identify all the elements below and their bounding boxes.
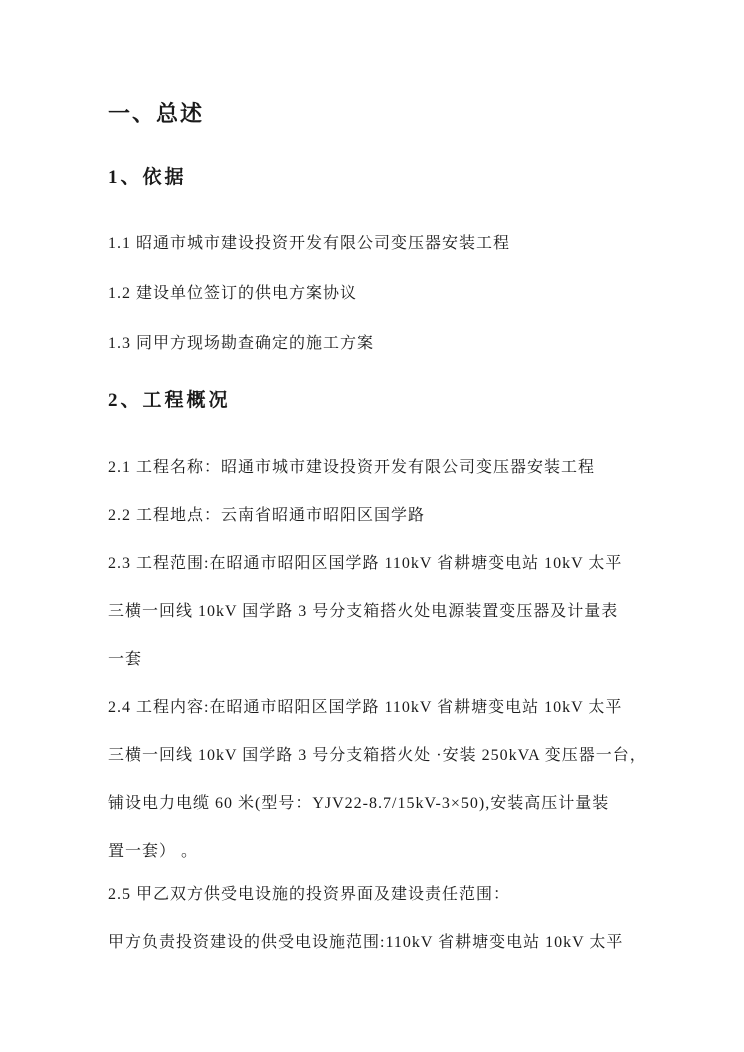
- doc-line-2-1: 2.1 工程名称：昭通市城市建设投资开发有限公司变压器安装工程: [108, 459, 596, 476]
- doc-line-2-4c: 铺设电力电缆 60 米(型号：YJV22-8.7/15kV-3×50),安装高压计量装: [108, 795, 610, 812]
- doc-line-1-1: 1.1 昭通市城市建设投资开发有限公司变压器安装工程: [108, 235, 511, 252]
- section-2-heading: 2、工程概况: [108, 390, 231, 411]
- doc-line-2-5-detail: 甲方负责投资建设的供受电设施范围:110kV 省耕塘变电站 10kV 太平: [108, 934, 624, 951]
- main-heading: 一、总述: [108, 101, 205, 126]
- doc-line-2-5: 2.5 甲乙双方供受电设施的投资界面及建设责任范围：: [108, 886, 511, 903]
- doc-line-2-4b: 三横一回线 10kV 国学路 3 号分支箱搭火处 ·安装 250kVA 变压器一台，: [108, 747, 647, 764]
- doc-line-2-3c: 一套: [108, 651, 143, 668]
- doc-line-2-3a: 2.3 工程范围:在昭通市昭阳区国学路 110kV 省耕塘变电站 10kV 太平: [108, 555, 623, 572]
- doc-line-2-4d: 置一套） 。: [108, 843, 199, 860]
- doc-line-2-4a: 2.4 工程内容:在昭通市昭阳区国学路 110kV 省耕塘变电站 10kV 太平: [108, 699, 623, 716]
- doc-line-2-3b: 三横一回线 10kV 国学路 3 号分支箱搭火处电源装置变压器及计量表: [108, 603, 619, 620]
- doc-line-1-2: 1.2 建设单位签订的供电方案协议: [108, 285, 358, 302]
- doc-line-2-2: 2.2 工程地点：云南省昭通市昭阳区国学路: [108, 507, 426, 524]
- doc-line-1-3: 1.3 同甲方现场勘查确定的施工方案: [108, 335, 375, 352]
- section-1-heading: 1、依据: [108, 167, 187, 188]
